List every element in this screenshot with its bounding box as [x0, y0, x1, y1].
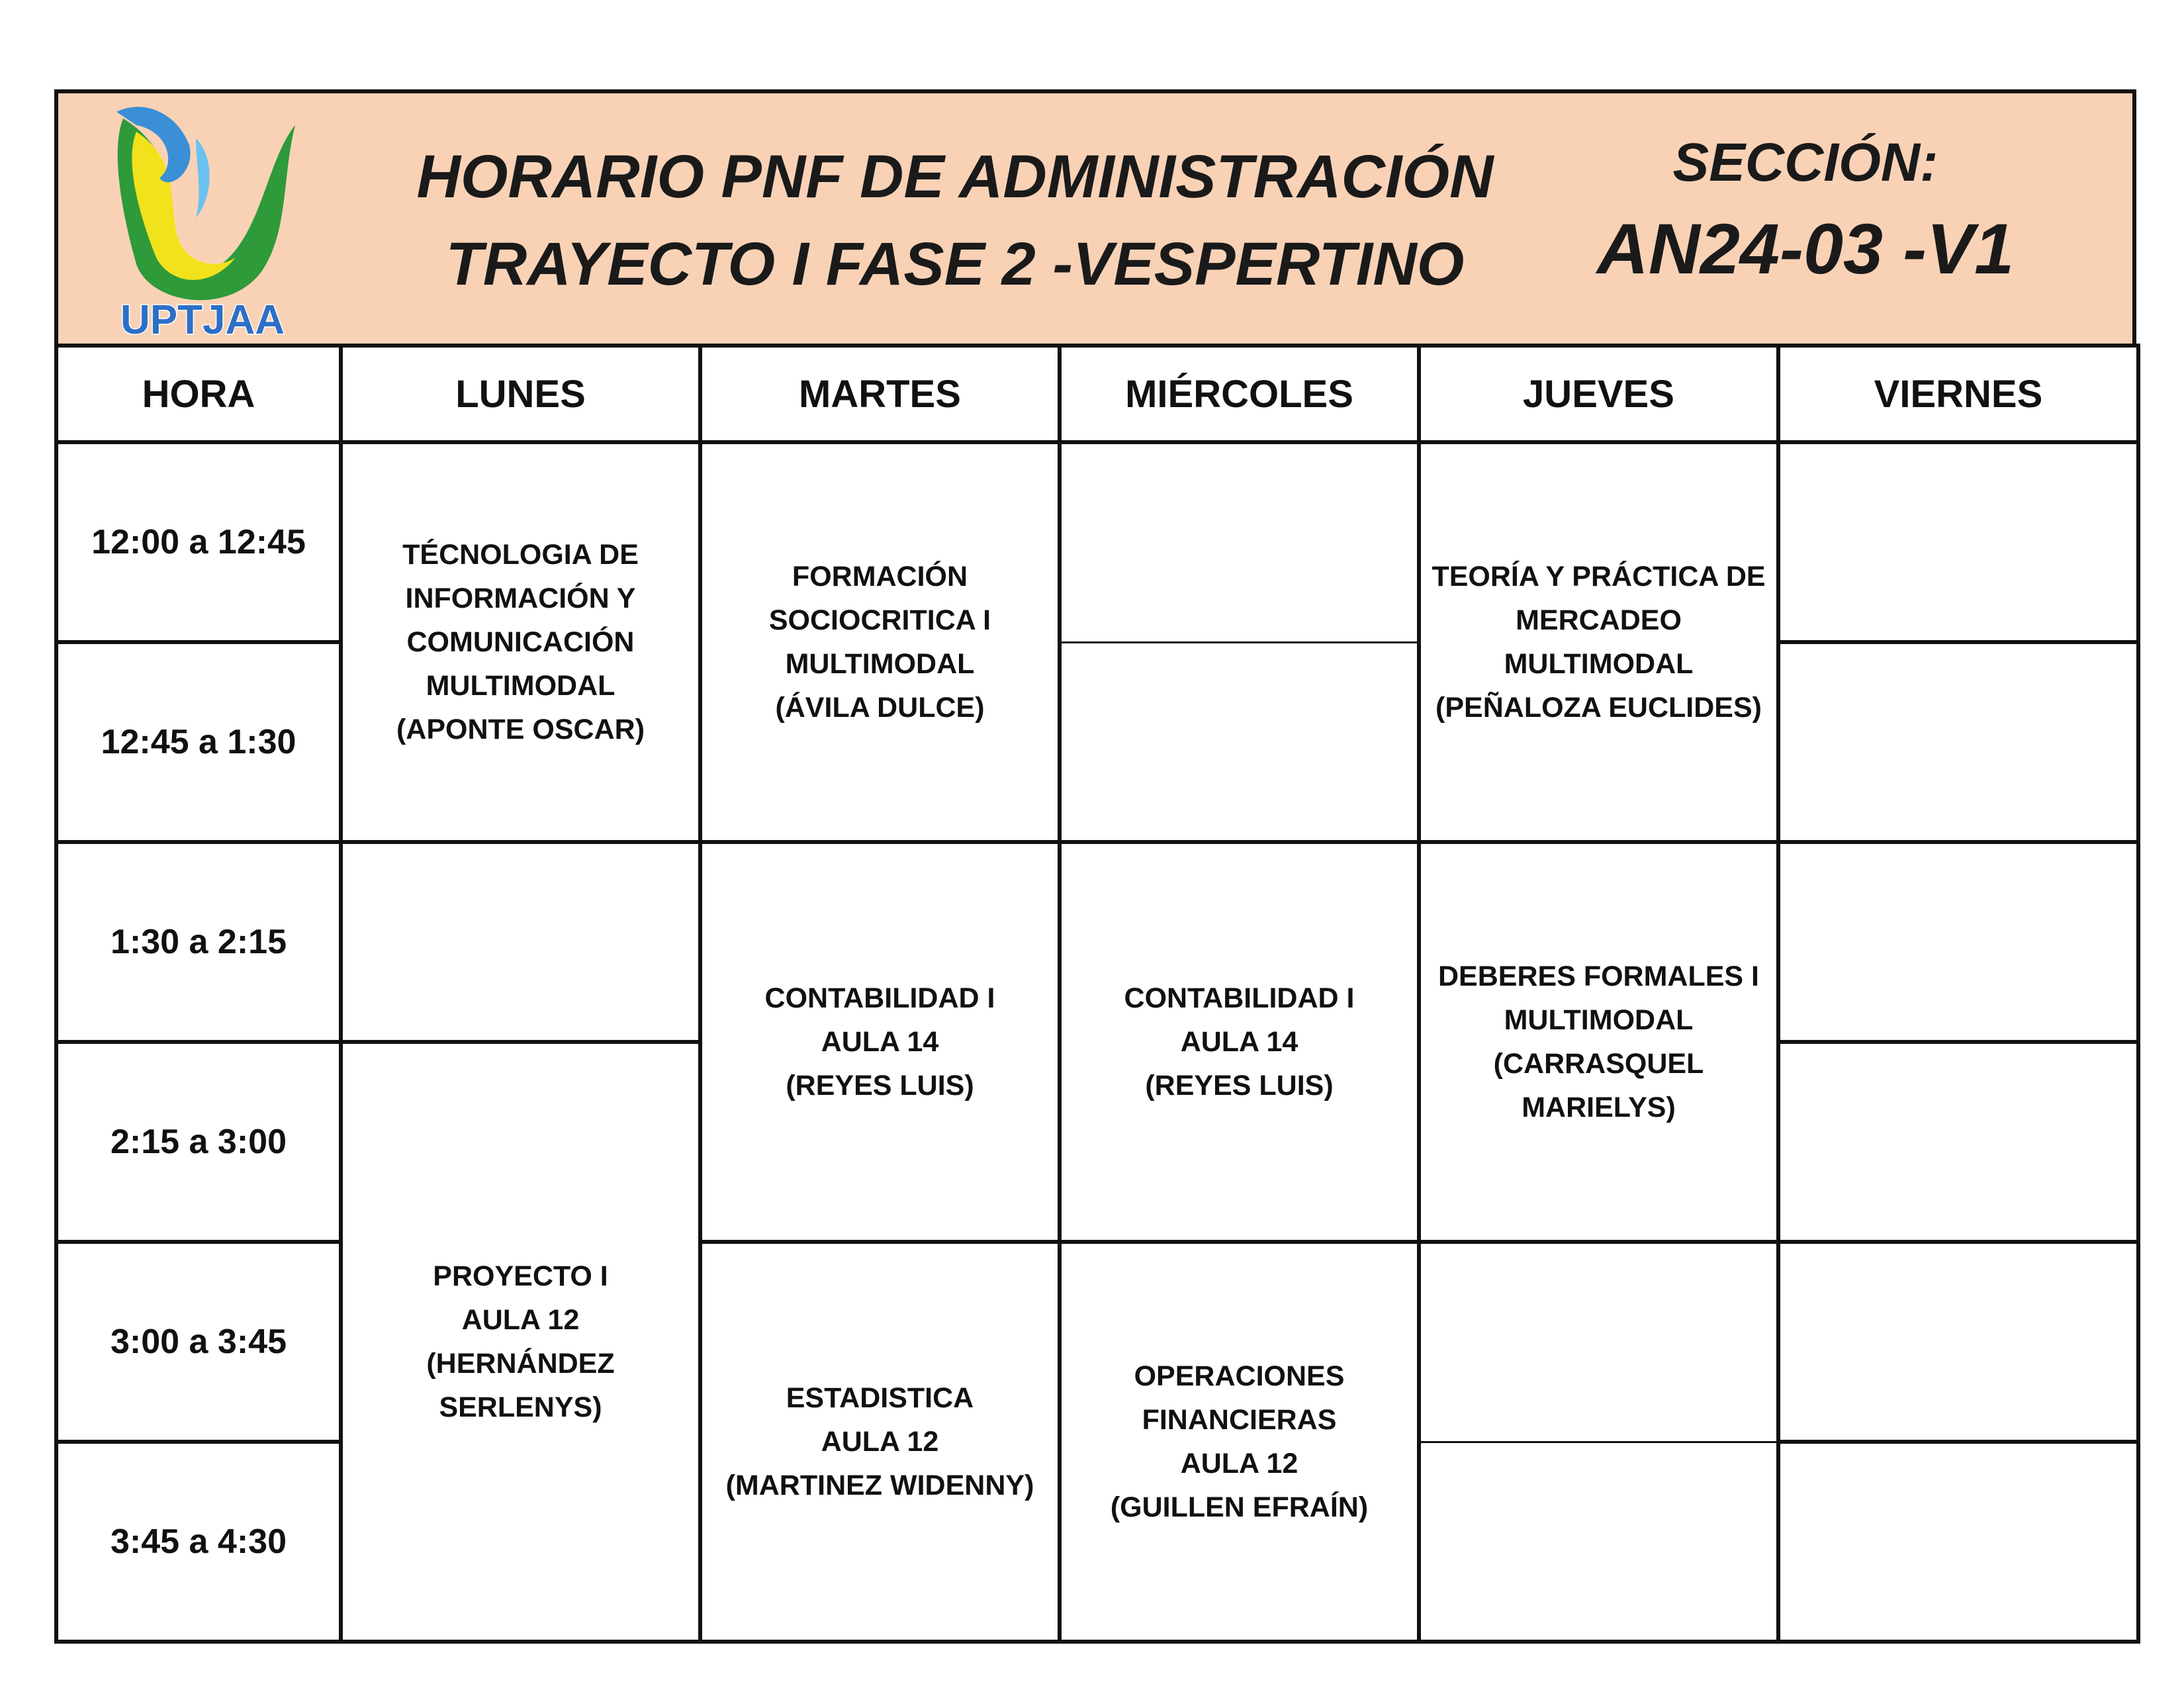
class-text-line: MULTIMODAL: [1504, 648, 1694, 680]
class-cell-miercoles-contabilidad: [1060, 842, 1419, 1242]
empty-cell: [1778, 1242, 2138, 1442]
schedule-table: [54, 344, 2140, 1644]
class-text-line: (PEÑALOZA EUCLIDES): [1435, 692, 1762, 724]
class-cell-jueves-mercadeo: [1419, 442, 1778, 842]
class-text-line: MARIELYS): [1522, 1092, 1676, 1123]
section-block: [1481, 126, 2130, 299]
empty-cell: [341, 842, 700, 1042]
class-text-line: SOCIOCRITICA I: [768, 604, 991, 636]
class-text-line: (APONTE OSCAR): [396, 714, 645, 745]
empty-cell: [1419, 1242, 1778, 1442]
class-text-line: ESTADISTICA: [786, 1382, 974, 1414]
class-text-line: DEBERES FORMALES I: [1438, 961, 1759, 992]
schedule-title: [310, 133, 1600, 308]
table-row: [56, 442, 2138, 642]
empty-cell: [1419, 1442, 1778, 1642]
class-text-line: (MARTINEZ WIDENNY): [725, 1470, 1034, 1501]
hour-cell: 3:00 a 3:45: [56, 1242, 341, 1442]
col-jueves: JUEVES: [1419, 346, 1778, 442]
class-text-line: AULA 12: [1180, 1448, 1298, 1479]
hour-cell: 12:00 a 12:45: [56, 442, 341, 642]
class-text-line: FORMACIÓN: [792, 561, 968, 592]
class-text-line: (GUILLEN EFRAÍN): [1110, 1491, 1369, 1523]
class-cell-martes-contabilidad: [700, 842, 1060, 1242]
table-row: [56, 842, 2138, 1042]
class-cell-jueves-deberes: [1419, 842, 1778, 1242]
hour-cell: 2:15 a 3:00: [56, 1042, 341, 1242]
empty-cell: [1778, 442, 2138, 642]
class-text-line: MERCADEO: [1516, 604, 1682, 636]
logo-text: UPTJAA: [120, 297, 285, 343]
uptjaa-logo: [97, 99, 308, 344]
class-cell-martes-formacion: [700, 442, 1060, 842]
empty-cell: [1060, 442, 1419, 642]
class-text-line: MULTIMODAL: [785, 648, 975, 680]
section-value: AN24-03 -V1: [1596, 209, 2015, 289]
title-line-2: TRAYECTO I FASE 2 -VESPERTINO: [445, 230, 1465, 298]
class-cell-miercoles-operaciones: [1060, 1242, 1419, 1642]
col-lunes: LUNES: [341, 346, 700, 442]
schedule-header: [54, 89, 2136, 348]
col-hora: HORA: [56, 346, 341, 442]
class-text-line: AULA 12: [461, 1304, 580, 1336]
hour-cell: 12:45 a 1:30: [56, 642, 341, 842]
empty-cell: [1060, 642, 1419, 842]
class-cell-martes-estadistica: [700, 1242, 1060, 1642]
class-text-line: AULA 14: [821, 1026, 939, 1058]
class-text-line: (CARRASQUEL: [1493, 1048, 1704, 1080]
class-text-line: PROYECTO I: [433, 1260, 608, 1292]
class-text-line: FINANCIERAS: [1142, 1404, 1337, 1436]
hour-cell: 1:30 a 2:15: [56, 842, 341, 1042]
class-text-line: TEORÍA Y PRÁCTICA DE: [1432, 561, 1766, 592]
class-cell-lunes-proyecto: [341, 1042, 700, 1642]
class-text-line: AULA 14: [1180, 1026, 1298, 1058]
col-martes: MARTES: [700, 346, 1060, 442]
section-label: SECCIÓN:: [1672, 132, 1938, 193]
class-text-line: OPERACIONES: [1134, 1360, 1345, 1392]
class-text-line: CONTABILIDAD I: [1124, 982, 1355, 1014]
class-text-line: CONTABILIDAD I: [764, 982, 995, 1014]
header-row: [56, 346, 2138, 442]
empty-cell: [1778, 1042, 2138, 1242]
col-viernes: VIERNES: [1778, 346, 2138, 442]
hour-cell: 3:45 a 4:30: [56, 1442, 341, 1642]
class-text-line: (REYES LUIS): [1145, 1070, 1334, 1102]
class-cell-lunes-tic: [341, 442, 700, 842]
class-text-line: MULTIMODAL: [426, 670, 615, 702]
class-text-line: COMUNICACIÓN: [406, 626, 635, 658]
class-text-line: (HERNÁNDEZ SERLENYS): [426, 1348, 615, 1423]
class-text-line: (ÁVILA DULCE): [775, 692, 985, 724]
class-text-line: MULTIMODAL: [1504, 1004, 1694, 1036]
class-text-line: TÉCNOLOGIA DE: [402, 539, 639, 571]
empty-cell: [1778, 642, 2138, 842]
class-text-line: AULA 12: [821, 1426, 939, 1458]
class-text-line: (REYES LUIS): [786, 1070, 974, 1102]
empty-cell: [1778, 842, 2138, 1042]
schedule-sheet: [54, 89, 2136, 1636]
title-line-1: HORARIO PNF DE ADMINISTRACIÓN: [416, 143, 1494, 211]
col-miercoles: MIÉRCOLES: [1060, 346, 1419, 442]
class-text-line: INFORMACIÓN Y: [405, 583, 636, 614]
empty-cell: [1778, 1442, 2138, 1642]
